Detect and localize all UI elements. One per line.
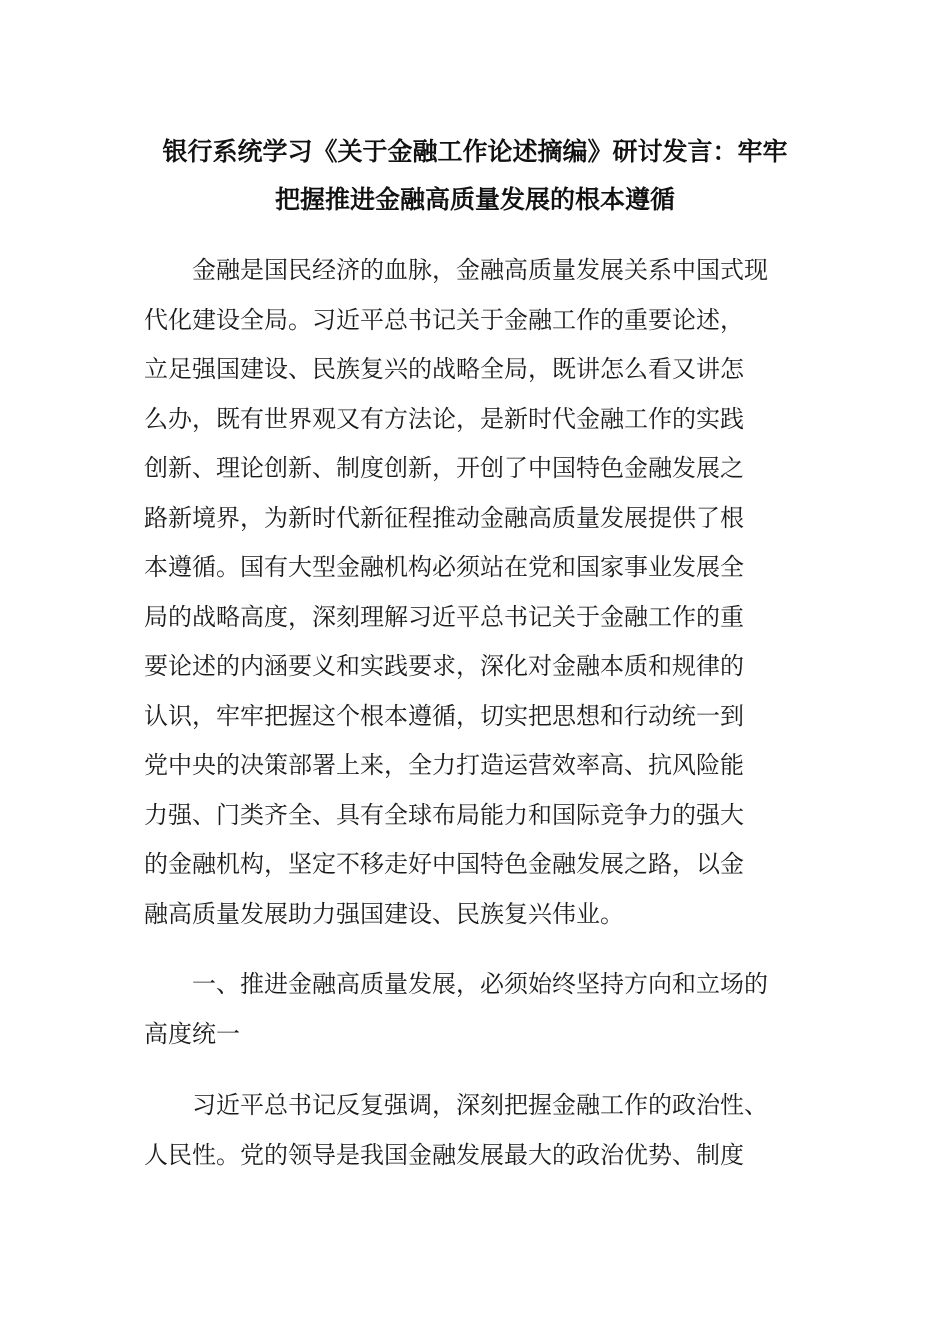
section-heading [144, 960, 804, 1059]
paragraph-line: 习近平总书记反复强调，深刻把握金融工作的政治性、 [192, 1091, 768, 1119]
paragraph-line: 代化建设全局。习近平总书记关于金融工作的重要论述， [144, 305, 744, 334]
paragraph-line: 要论述的内涵要义和实践要求，深化对金融本质和规律的 [144, 652, 744, 680]
paragraph-line: 路新境界，为新时代新征程推动金融高质量发展提供了根 [144, 503, 744, 532]
paragraph-line: 融高质量发展助力强国建设、民族复兴伟业。 [144, 899, 624, 928]
paragraph-line: 立足强国建设、民族复兴的战略全局，既讲怎么看又讲怎 [144, 355, 744, 383]
paragraph-line: 的金融机构，坚定不移走好中国特色金融发展之路，以金 [144, 850, 744, 878]
intro-paragraph [144, 246, 804, 939]
title-line: 银行系统学习《关于金融工作论述摘编》研讨发言：牢牢 [162, 137, 788, 166]
paragraph-line: 么办，既有世界观又有方法论，是新时代金融工作的实践 [144, 404, 744, 433]
title-line: 把握推进金融高质量发展的根本遵循 [274, 185, 675, 214]
heading-line: 高度统一 [144, 1019, 240, 1048]
paragraph-line: 创新、理论创新、制度创新，开创了中国特色金融发展之 [144, 454, 744, 482]
paragraph-line: 力强、门类齐全、具有全球布局能力和国际竞争力的强大 [144, 800, 744, 829]
paragraph-line: 本遵循。国有大型金融机构必须站在党和国家事业发展全 [144, 553, 744, 581]
paragraph-line: 党中央的决策部署上来，全力打造运营效率高、抗风险能 [144, 751, 744, 779]
paragraph-line: 局的战略高度，深刻理解习近平总书记关于金融工作的重 [144, 602, 744, 631]
heading-line: 一、推进金融高质量发展，必须始终坚持方向和立场的 [192, 970, 768, 998]
paragraph-line: 人民性。党的领导是我国金融发展最大的政治优势、制度 [144, 1140, 744, 1169]
document-title [150, 128, 800, 224]
paragraph-line: 认识，牢牢把握这个根本遵循，切实把思想和行动统一到 [144, 701, 744, 730]
paragraph-line: 金融是国民经济的血脉，金融高质量发展关系中国式现 [192, 256, 768, 284]
body-paragraph [144, 1081, 804, 1180]
